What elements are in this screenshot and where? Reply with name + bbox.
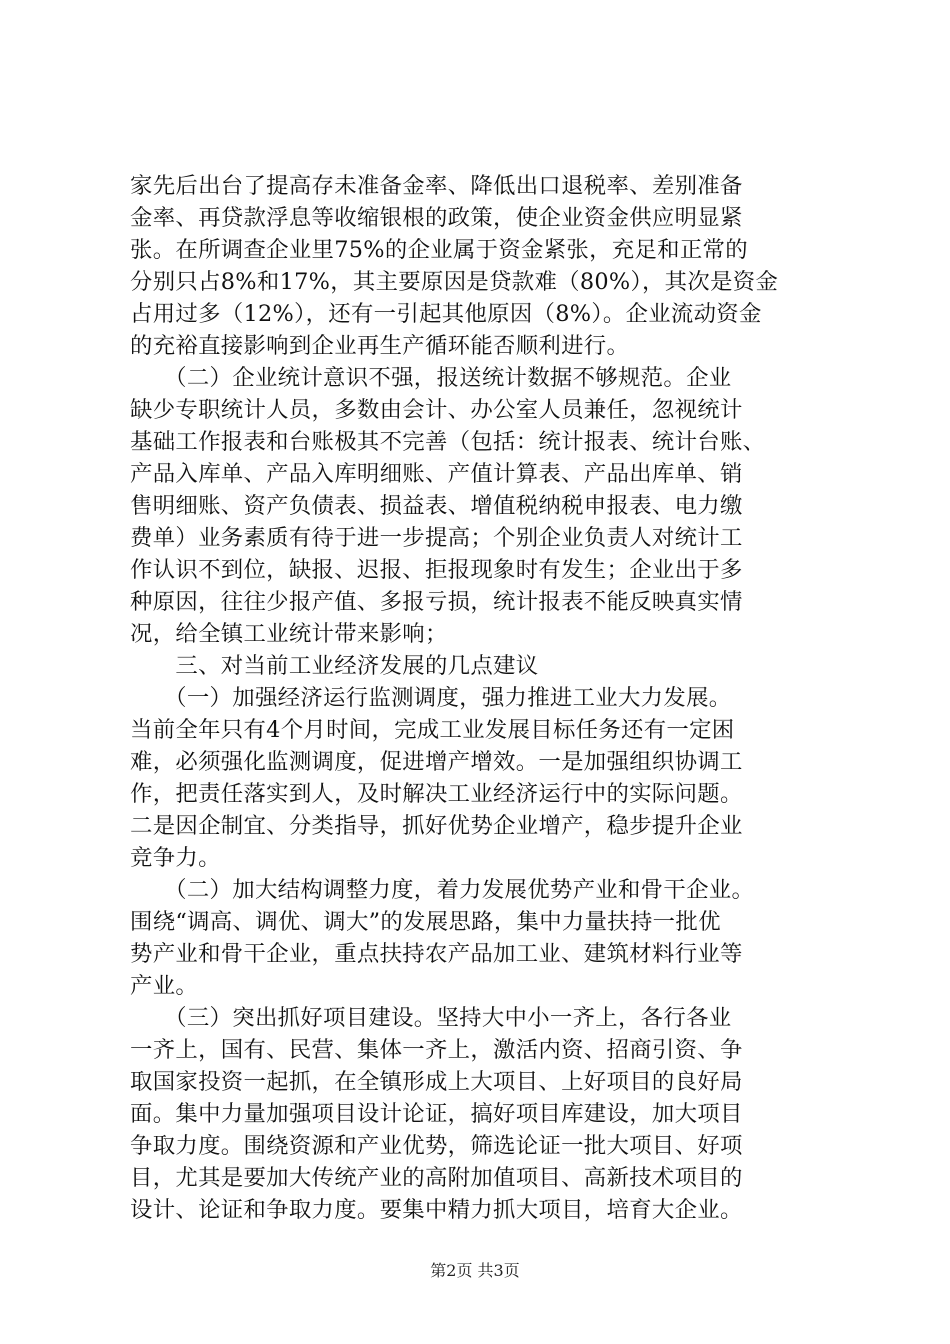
text-line: 竞争力。 <box>130 845 221 871</box>
page-number-footer: 第2页 共3页 <box>430 1261 520 1280</box>
text-line: 缺少专职统计人员，多数由会计、办公室人员兼任，忽视统计 <box>130 397 743 423</box>
text-line: （二）加大结构调整力度，着力发展优势产业和骨干企业。 <box>130 877 755 903</box>
text-line: 张。在所调查企业里75%的企业属于资金紧张，充足和正常的 <box>130 237 748 263</box>
text-line: 占用过多（12%），还有一引起其他原因（8%）。企业流动资金 <box>130 301 762 327</box>
section-heading: 三、对当前工业经济发展的几点建议 <box>130 653 539 679</box>
text-line: 产业。 <box>130 973 199 999</box>
text-line: 一齐上，国有、民营、集体一齐上，激活内资、招商引资、争 <box>130 1037 743 1063</box>
text-line: 费单）业务素质有待于进一步提高；个别企业负责人对统计工 <box>130 525 743 551</box>
text-line: 目，尤其是要加大传统产业的高附加值项目、高新技术项目的 <box>130 1165 743 1191</box>
text-line: 分别只占8%和17%，其主要原因是贷款难（80%），其次是资金 <box>130 269 779 295</box>
text-line: 难，必须强化监测调度，促进增产增效。一是加强组织协调工 <box>130 749 743 775</box>
text-line: （一）加强经济运行监测调度，强力推进工业大力发展。 <box>130 685 732 711</box>
text-line: 二是因企制宜、分类指导，抓好优势企业增产，稳步提升企业 <box>130 813 743 839</box>
text-line: 争取力度。围绕资源和产业优势，筛选论证一批大项目、好项 <box>130 1133 743 1159</box>
text-line: 势产业和骨干企业，重点扶持农产品加工业、建筑材料行业等 <box>130 941 743 967</box>
text-line: 售明细账、资产负债表、损益表、增值税纳税申报表、电力缴 <box>130 493 743 519</box>
text-line: 家先后出台了提高存未准备金率、降低出口退税率、差别准备 <box>130 173 743 199</box>
text-line: 作认识不到位，缺报、迟报、拒报现象时有发生；企业出于多 <box>130 557 743 583</box>
text-line: 种原因，往往少报产值、多报亏损，统计报表不能反映真实情 <box>130 589 743 615</box>
text-line: 基础工作报表和台账极其不完善（包括：统计报表、统计台账、 <box>130 429 766 455</box>
text-line: 取国家投资一起抓，在全镇形成上大项目、上好项目的良好局 <box>130 1069 743 1095</box>
text-line: 的充裕直接影响到企业再生产循环能否顺利进行。 <box>130 333 630 359</box>
text-line: 面。集中力量加强项目设计论证，搞好项目库建设，加大项目 <box>130 1101 743 1127</box>
text-line: 产品入库单、产品入库明细账、产值计算表、产品出库单、销 <box>130 461 743 487</box>
text-line: （三）突出抓好项目建设。坚持大中小一齐上，各行各业 <box>130 1005 732 1031</box>
text-line: （二）企业统计意识不强，报送统计数据不够规范。企业 <box>130 365 732 391</box>
text-line: 况，给全镇工业统计带来影响； <box>130 621 448 647</box>
document-body <box>130 170 830 1226</box>
text-line: 围绕“调高、调优、调大”的发展思路，集中力量扶持一批优 <box>130 909 721 935</box>
text-line: 设计、论证和争取力度。要集中精力抓大项目，培育大企业。 <box>130 1197 743 1223</box>
text-line: 作，把责任落实到人，及时解决工业经济运行中的实际问题。 <box>130 781 743 807</box>
text-line: 金率、再贷款浮息等收缩银根的政策，使企业资金供应明显紧 <box>130 205 743 231</box>
text-line: 当前全年只有4个月时间，完成工业发展目标任务还有一定困 <box>130 717 735 743</box>
